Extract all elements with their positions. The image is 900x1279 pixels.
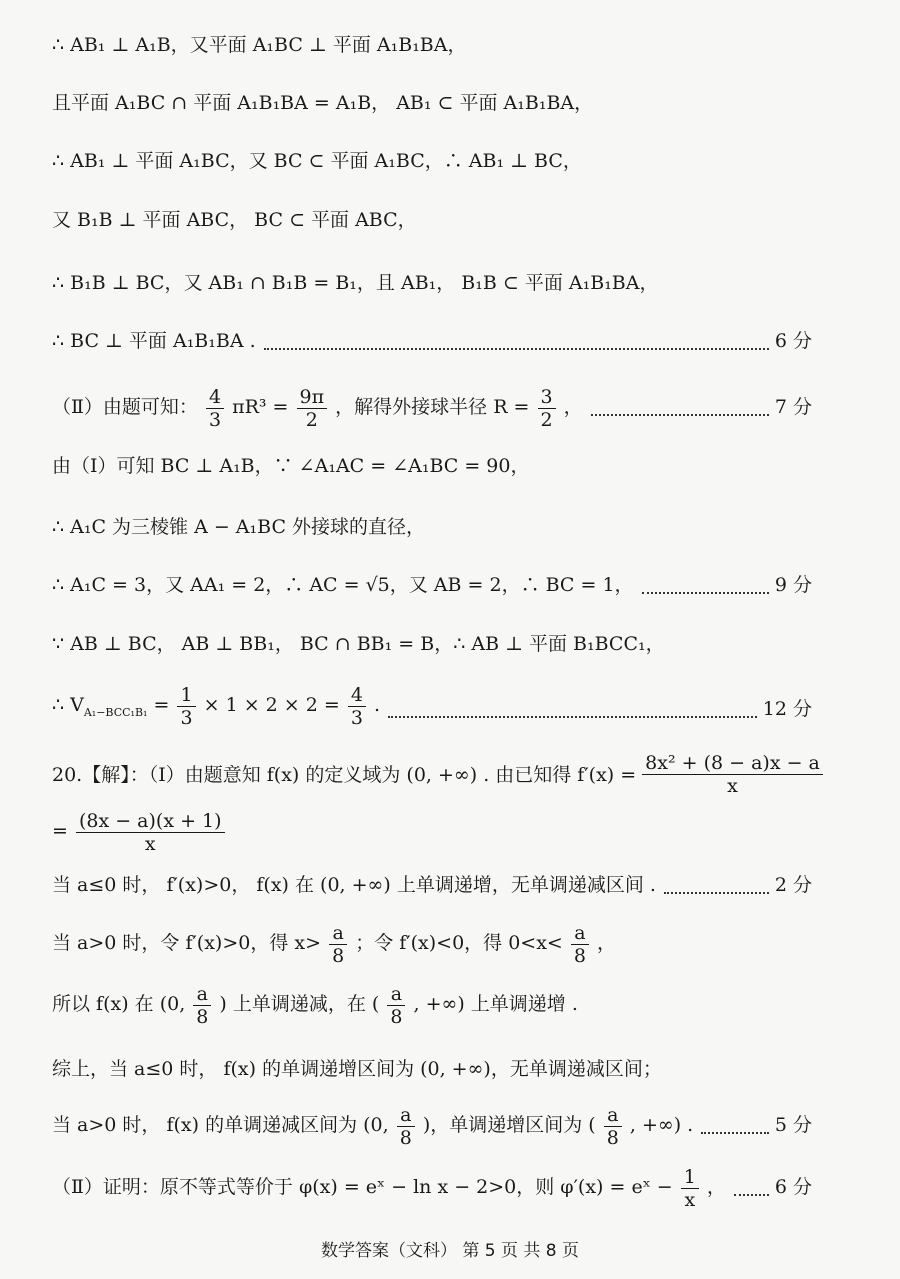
sphere-mid2: ，解得外接球半径 R = (335, 396, 530, 418)
q20-line (52, 752, 840, 797)
fraction (681, 1166, 699, 1211)
score-label: 7 分 (774, 396, 812, 418)
fraction-denominator: 8 (573, 944, 586, 967)
summary-2-suffix: , +∞) . (629, 1114, 694, 1136)
fraction (604, 1104, 622, 1149)
proof-line-9 (52, 572, 812, 598)
q20-line-2 (52, 806, 227, 856)
sphere-prefix: （Ⅱ）由题可知： (52, 396, 198, 418)
fraction-numerator: 3 (538, 386, 556, 409)
page-footer: 数学答案（文科） 第 5 页 共 8 页 (320, 1241, 580, 1261)
fraction-numerator: a (193, 983, 211, 1006)
leader-dots (642, 592, 769, 594)
fraction-denominator: x (727, 775, 738, 797)
proof-line-3: ∴ AB₁ ⊥ 平面 A₁BC，又 BC ⊂ 平面 A₁BC，∴ AB₁ ⊥ BC， (52, 150, 582, 172)
fraction-numerator: a (329, 922, 347, 945)
score-label: 12 分 (762, 697, 812, 720)
fraction-numerator: a (604, 1104, 622, 1127)
fraction-numerator: 4 (206, 386, 224, 409)
score-label: 2 分 (774, 874, 812, 896)
fraction-denominator: 8 (196, 1005, 209, 1028)
sphere-line (52, 382, 812, 432)
fraction (642, 752, 823, 797)
summary-2-prefix: 当 a>0 时， f(x) 的单调递减区间为 (0, (52, 1114, 389, 1136)
score-label: 6 分 (774, 1176, 812, 1198)
mono-suffix: , +∞) 上单调递增 . (413, 993, 578, 1015)
fraction-numerator: 8x² + (8 − a)x − a (642, 752, 823, 775)
case-neg-line (52, 872, 812, 898)
case-pos-mid: ；令 f′(x)<0，得 0<x< (355, 932, 563, 954)
fraction-numerator: a (571, 922, 589, 945)
fraction-denominator: 2 (305, 408, 318, 431)
fraction (571, 922, 589, 967)
volume-prefix: ∴ V (52, 694, 84, 716)
proof-line-5: ∴ B₁B ⊥ BC，又 AB₁ ∩ B₁B = B₁，且 AB₁， B₁B ⊂ 平面 A₁B₁BA， (52, 272, 659, 294)
fraction (538, 386, 556, 431)
mono-line (52, 979, 578, 1029)
fraction-numerator: a (387, 983, 405, 1006)
fraction-denominator: 3 (350, 706, 363, 729)
fraction (193, 983, 211, 1028)
fraction (387, 983, 405, 1028)
proof-line-10: ∵ AB ⊥ BC， AB ⊥ BB₁， BC ∩ BB₁ = B，∴ AB ⊥ 平面 B₁BCC₁， (52, 633, 665, 655)
score-label: 9 分 (774, 574, 812, 596)
leader-dots (734, 1194, 769, 1196)
fraction-numerator: 4 (348, 684, 366, 707)
sphere-suffix: ， (563, 396, 583, 418)
fraction-numerator: a (397, 1104, 415, 1127)
fraction-denominator: 8 (399, 1126, 412, 1149)
q20-eq-prefix: = (52, 820, 68, 842)
fraction-denominator: 8 (332, 944, 345, 967)
summary-2-text (52, 1100, 693, 1150)
fraction-denominator: 8 (390, 1005, 403, 1028)
leader-dots (264, 348, 769, 350)
fraction (297, 386, 328, 431)
proof-line-4: 又 B₁B ⊥ 平面 ABC， BC ⊂ 平面 ABC， (52, 209, 417, 231)
q20-prefix: 20.【解】：（Ⅰ）由题意知 f(x) 的定义域为 (0, +∞) . 由已知得 f′(x) = (52, 763, 637, 786)
proof-line-9-text: ∴ A₁C = 3，又 AA₁ = 2，∴ AC = √5，又 AB = 2，∴ BC = 1， (52, 574, 634, 596)
summary-line-1: 综上，当 a≤0 时， f(x) 的单调递增区间为 (0, +∞)，无单调递减区间； (52, 1058, 662, 1080)
volume-mid2: × 1 × 2 × 2 = (203, 694, 340, 716)
mono-mid: ) 上单调递减，在 ( (219, 993, 380, 1015)
case-pos-suffix: ， (597, 932, 617, 954)
sphere-mid: πR³ = (232, 396, 289, 418)
fraction-denominator: x (144, 832, 156, 855)
fraction-numerator: 1 (177, 684, 195, 707)
fraction-denominator: 3 (180, 706, 193, 729)
summary-2-mid: )，单调递增区间为 ( (422, 1114, 596, 1136)
case-pos-prefix: 当 a>0 时，令 f′(x)>0，得 x> (52, 932, 322, 954)
fraction (348, 684, 366, 729)
score-label: 5 分 (774, 1114, 812, 1136)
proof-line-6 (52, 328, 812, 354)
proof-ii-text (52, 1162, 726, 1212)
proof-line-2: 且平面 A₁BC ∩ 平面 A₁B₁BA = A₁B， AB₁ ⊂ 平面 A₁B₁BA， (52, 92, 594, 114)
summary-line-2 (52, 1100, 812, 1150)
leader-dots (664, 892, 769, 894)
leader-dots (591, 414, 769, 416)
volume-subscript: A₁−BCC₁B₁ (83, 705, 148, 719)
volume-suffix: . (373, 694, 381, 716)
fraction (177, 684, 195, 729)
proof-line-7: 由（Ⅰ）可知 BC ⊥ A₁B，∵ ∠A₁AC = ∠A₁BC = 90， (52, 455, 530, 477)
proof-ii-line (52, 1162, 812, 1212)
fraction-denominator: 2 (540, 408, 553, 431)
fraction-denominator: 8 (606, 1126, 619, 1149)
fraction (329, 922, 347, 967)
volume-text (52, 680, 380, 738)
fraction-numerator: (8x − a)(x + 1) (76, 810, 225, 833)
score-label: 6 分 (774, 330, 812, 352)
volume-line (52, 680, 812, 738)
fraction (397, 1104, 415, 1149)
fraction (206, 386, 224, 431)
fraction-numerator: 1 (681, 1166, 699, 1189)
proof-line-1: ∴ AB₁ ⊥ A₁B，又平面 A₁BC ⊥ 平面 A₁B₁BA， (52, 34, 467, 56)
fraction-denominator: 3 (208, 408, 222, 431)
proof-line-6-text: ∴ BC ⊥ 平面 A₁B₁BA . (52, 330, 256, 352)
fraction (76, 810, 225, 855)
sphere-text (52, 382, 583, 432)
fraction-denominator: x (684, 1188, 696, 1211)
mono-prefix: 所以 f(x) 在 (0, (52, 993, 186, 1015)
proof-ii-suffix: ， (706, 1176, 726, 1198)
proof-line-8: ∴ A₁C 为三棱锥 A − A₁BC 外接球的直径， (52, 516, 426, 538)
leader-dots (701, 1132, 769, 1134)
volume-mid: = (153, 694, 170, 716)
case-pos-line (52, 918, 616, 968)
case-neg-text: 当 a≤0 时， f′(x)>0， f(x) 在 (0, +∞) 上单调递增，无单调递减区间 . (52, 874, 656, 896)
fraction-numerator: 9π (297, 386, 328, 409)
proof-ii-prefix: （Ⅱ）证明：原不等式等价于 φ(x) = eˣ − ln x − 2>0，则 φ′(x) = eˣ − (52, 1176, 673, 1198)
leader-dots (388, 716, 757, 718)
